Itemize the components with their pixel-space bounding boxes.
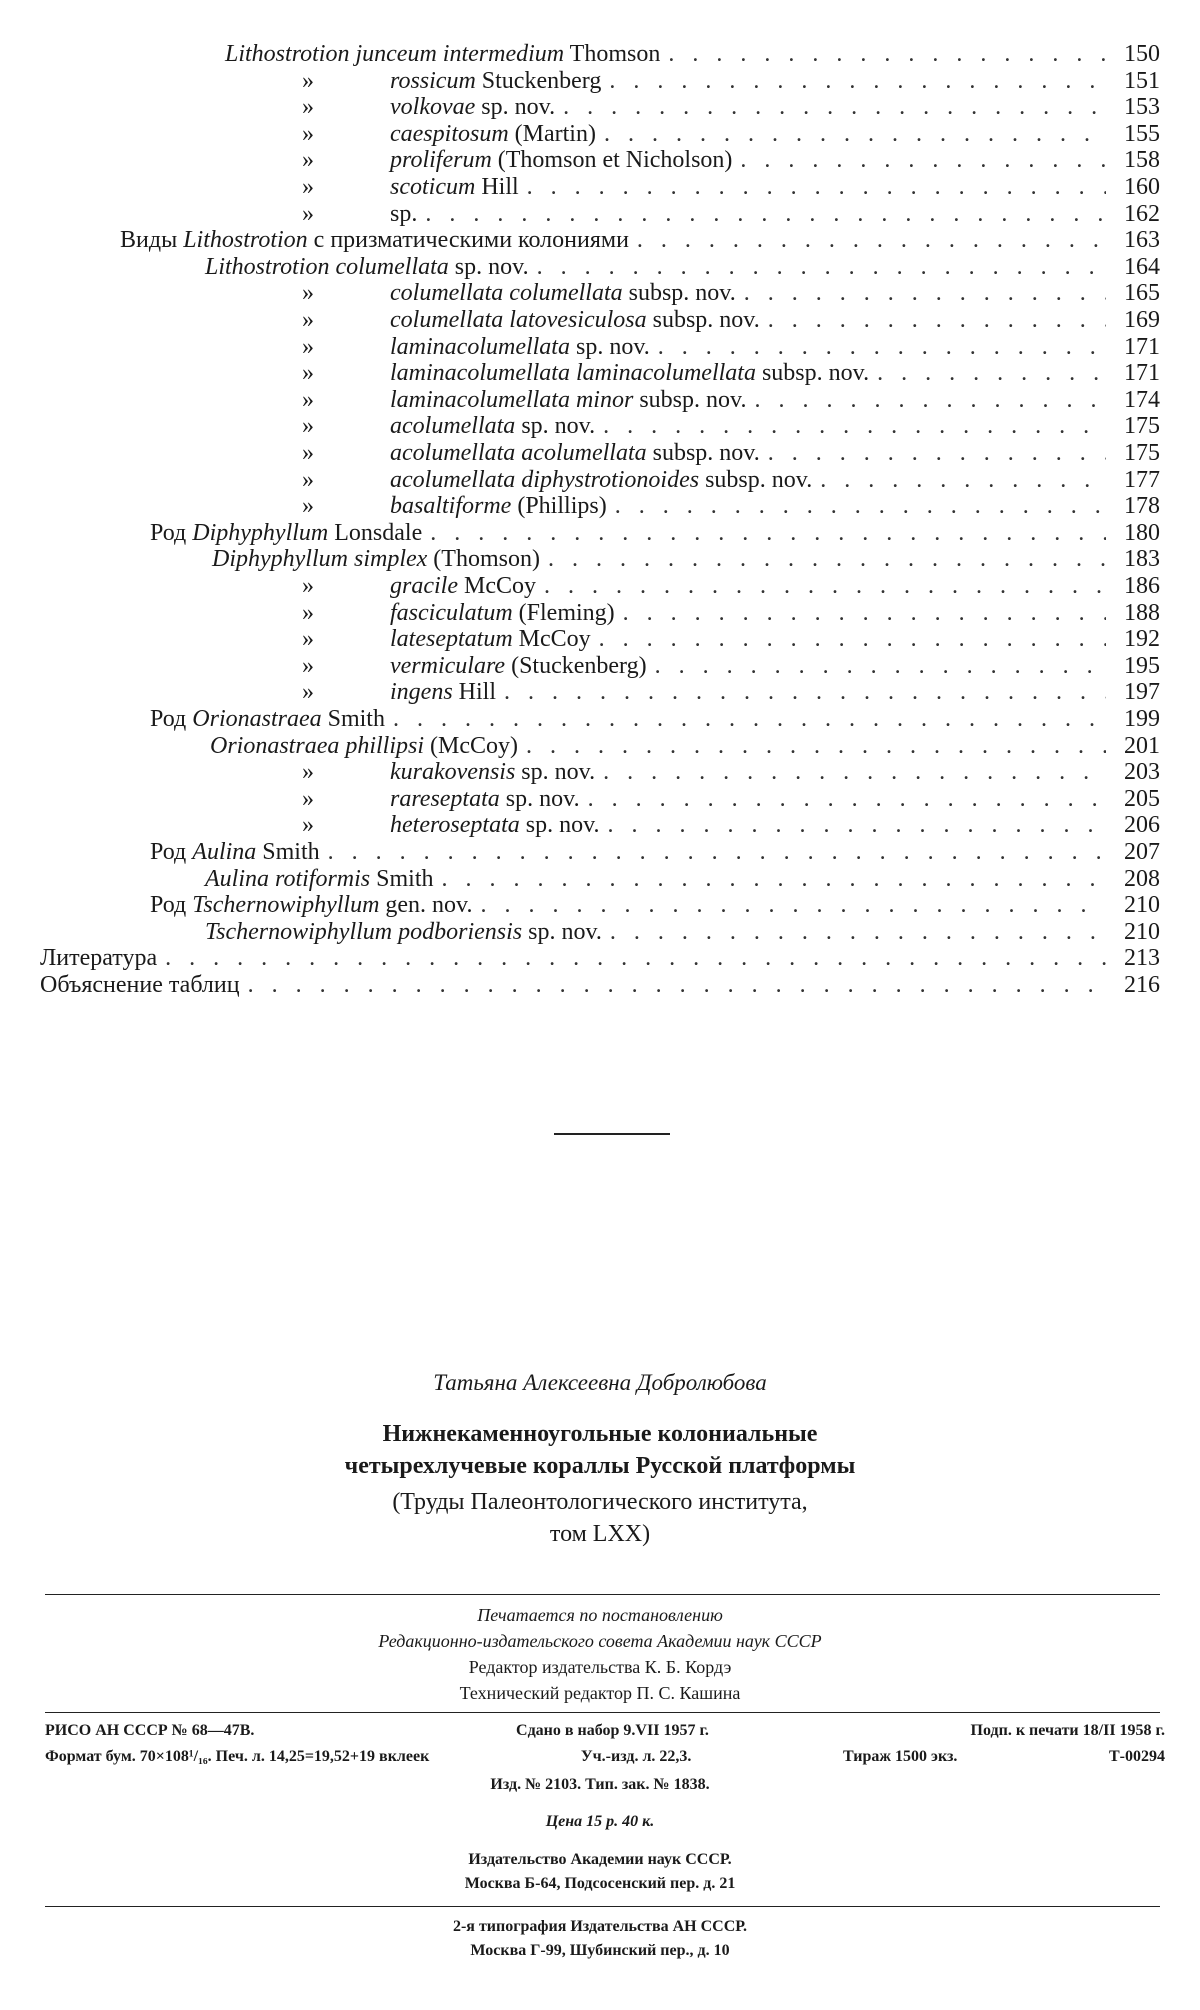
imprint-row-2 (45, 1748, 1165, 1766)
toc-entry-title (290, 412, 595, 440)
toc-entry (290, 652, 1160, 680)
toc-dot-leader (603, 412, 1106, 440)
toc-entry-title (290, 785, 580, 813)
toc-page-number: 150 (1124, 41, 1160, 67)
toc-page-number: 175 (1124, 413, 1160, 440)
toc-entry-text: (Thomson et Nicholson) (491, 147, 733, 174)
toc-page-number: 158 (1124, 147, 1160, 174)
toc-entry-taxon: gracile (390, 573, 458, 599)
toc-entry-title (290, 758, 595, 786)
riso-number: РИСО АН СССР № 68—47В. (45, 1722, 255, 1739)
ditto-mark: » (302, 785, 314, 812)
toc-entry-title (150, 519, 422, 547)
toc-page-number: 171 (1124, 360, 1160, 387)
toc-entry (150, 838, 1160, 866)
ditto-mark: » (302, 333, 314, 360)
toc-entry-taxon: lateseptatum (390, 626, 513, 653)
toc-entry-text: subsp. nov. (699, 466, 813, 493)
toc-entry-title (290, 120, 596, 148)
rule-2 (45, 1712, 1160, 1713)
toc-entry-text: subsp. nov. (622, 280, 736, 307)
toc-entry-title (290, 625, 591, 653)
toc-entry-taxon: columellata columellata (390, 280, 623, 307)
toc-dot-leader (608, 811, 1106, 839)
toc-dot-leader (820, 466, 1106, 494)
toc-entry-text: (Thomson) (427, 546, 540, 573)
toc-entry (290, 359, 1160, 387)
toc-entry-prefix: Род (150, 706, 193, 732)
toc-entry (225, 40, 1160, 68)
toc-entry (290, 120, 1160, 148)
toc-dot-leader (668, 40, 1106, 68)
print-date: Подп. к печати 18/II 1958 г. (970, 1722, 1165, 1739)
toc-entry-taxon: laminacolumellata (390, 333, 570, 360)
toc-entry-taxon: acolumellata diphystrotionoides (390, 466, 700, 493)
toc-dot-leader (481, 891, 1107, 919)
toc-entry-text: Hill (452, 679, 497, 706)
book-title (0, 1418, 1200, 1482)
book-title-line-1: Нижнекаменноугольные колониальные (382, 1421, 818, 1447)
toc-dot-leader (504, 678, 1106, 706)
toc-entry (290, 599, 1160, 627)
toc-page-number: 216 (1124, 972, 1160, 998)
toc-entry (290, 146, 1160, 174)
toc-entry-title (290, 279, 736, 307)
toc-entry (290, 466, 1160, 494)
toc-entry-taxon: heteroseptata (390, 812, 520, 839)
printer-block (0, 1915, 1200, 1963)
toc-dot-leader (537, 253, 1106, 281)
toc-entry (290, 279, 1160, 307)
toc-entry (290, 333, 1160, 361)
ditto-mark: » (302, 679, 314, 706)
ditto-mark: » (302, 120, 314, 147)
tech-editor-line: Технический редактор П. С. Кашина (459, 1683, 741, 1703)
toc-dot-leader (548, 545, 1106, 573)
toc-page-number: 195 (1124, 652, 1160, 679)
toc-entry-title (290, 652, 647, 680)
toc-entry (290, 758, 1160, 786)
ditto-mark: » (302, 652, 314, 679)
toc-entry-text: sp. nov. (499, 785, 580, 812)
toc-dot-leader (603, 758, 1106, 786)
toc-entry-text: Smith (370, 865, 434, 892)
toc-entry-taxon: acolumellata acolumellata (390, 440, 647, 466)
toc-page-number: 213 (1124, 945, 1160, 972)
toc-entry (290, 625, 1160, 653)
toc-entry-text: sp. nov. (515, 413, 596, 440)
toc-dot-leader (248, 971, 1106, 999)
toc-entry-title (290, 359, 869, 387)
toc-entry-text: (Martin) (508, 120, 596, 147)
toc-dot-leader (658, 333, 1106, 361)
toc-entry-title (290, 200, 417, 228)
toc-entry-text: Stuckenberg (475, 67, 602, 94)
toc-entry (290, 678, 1160, 706)
toc-dot-leader (877, 359, 1106, 387)
toc-entry-text: Thomson (564, 41, 661, 67)
author-name: Татьяна Алексеевна Добролюбова (433, 1370, 767, 1395)
toc-dot-leader (609, 67, 1106, 95)
toc-entry-text: gen. nov. (379, 892, 473, 919)
toc-page-number: 199 (1124, 706, 1160, 732)
toc-entry-text: sp. nov. (569, 333, 650, 360)
toc-entry-taxon: Diphyphyllum simplex (212, 546, 428, 573)
rule-3 (45, 1906, 1160, 1907)
toc-entry-text: subsp. nov. (646, 307, 760, 333)
ditto-mark: » (302, 307, 314, 333)
toc-entry (290, 572, 1160, 600)
toc-page-number: 186 (1124, 573, 1160, 599)
toc-entry (120, 226, 1160, 254)
toc-page-number: 178 (1124, 493, 1160, 520)
t-code: Т-00294 (1108, 1748, 1165, 1765)
toc-dot-leader (563, 93, 1106, 121)
toc-entry-taxon: Tschernowiphyllum podboriensis (205, 918, 523, 945)
toc-entry-text: (Stuckenberg) (505, 652, 647, 679)
toc-entry-taxon: proliferum (390, 147, 492, 174)
toc-page-number: 210 (1124, 918, 1160, 945)
toc-entry-text: (Phillips) (511, 493, 607, 520)
price: Цена 15 р. 40 к. (545, 1813, 655, 1830)
toc-page-number: 174 (1124, 386, 1160, 413)
toc-entry-taxon: rossicum (390, 67, 476, 94)
approval-line-1: Печатается по постановлению (477, 1605, 723, 1625)
toc-entry-title (290, 173, 519, 201)
circulation: Тираж 1500 экз. (843, 1748, 958, 1765)
section-divider (554, 1133, 670, 1135)
toc-entry-title (290, 492, 607, 520)
toc-entry-title (150, 891, 473, 919)
toc-entry-title (225, 40, 660, 68)
toc-entry-text: sp. nov. (515, 759, 596, 786)
toc-dot-leader (588, 785, 1106, 813)
toc-entry-title (290, 811, 600, 839)
toc-entry-prefix: Род (150, 839, 193, 865)
toc-page-number: 197 (1124, 679, 1160, 706)
toc-entry-title (205, 865, 434, 893)
ditto-mark: » (302, 94, 314, 121)
toc-entry-taxon: rareseptata (390, 785, 500, 812)
toc-page-number: 155 (1124, 120, 1160, 147)
toc-dot-leader (744, 279, 1106, 307)
ditto-mark: » (302, 386, 314, 413)
toc-entry-taxon: columellata latovesiculosa (390, 307, 647, 333)
toc-entry-title (212, 545, 540, 573)
toc-entry-text: с призматическими колониями (307, 227, 629, 254)
toc-dot-leader (430, 519, 1106, 547)
toc-entry-text: sp. nov. (475, 94, 556, 121)
toc-entry-title (150, 838, 320, 866)
toc-entry-text: Smith (256, 839, 320, 865)
toc-page-number: 180 (1124, 519, 1160, 546)
toc-entry-text: (Fleming) (512, 599, 615, 626)
toc-entry-taxon: fasciculatum (390, 599, 513, 626)
toc-entry-text: Lonsdale (328, 519, 423, 546)
ditto-mark: » (302, 147, 314, 174)
ditto-mark: » (302, 174, 314, 200)
ditto-mark: » (302, 280, 314, 307)
toc-entry-text: sp. (390, 200, 418, 227)
toc-dot-leader (637, 226, 1106, 254)
toc-page-number: 207 (1124, 839, 1160, 865)
toc-entry-taxon: Tschernowiphyllum (192, 892, 380, 919)
toc-dot-leader (393, 705, 1106, 733)
toc-entry-text: McCoy (457, 573, 536, 599)
toc-entry (205, 253, 1160, 281)
printer-address: Москва Г-99, Шубинский пер., д. 10 (470, 1942, 730, 1959)
toc-page-number: 175 (1124, 440, 1160, 466)
toc-dot-leader (768, 306, 1106, 334)
uch-izd: Уч.-изд. л. 22,3. (580, 1748, 692, 1765)
toc-dot-leader (165, 944, 1106, 972)
toc-page-number: 192 (1124, 626, 1160, 653)
toc-entry-text: McCoy (512, 626, 591, 653)
series-note (0, 1486, 1200, 1550)
toc-page-number: 162 (1124, 200, 1160, 227)
approval-line-2: Редакционно-издательского совета Академии наук СССР (378, 1631, 822, 1651)
ditto-mark: » (302, 759, 314, 786)
toc-entry (290, 785, 1160, 813)
toc-entry-prefix: Род (150, 519, 193, 546)
toc-entry-title (290, 386, 746, 414)
toc-entry (205, 865, 1160, 893)
toc-entry (205, 918, 1160, 946)
set-date: Сдано в набор 9.VII 1957 г. (516, 1722, 709, 1739)
toc-dot-leader (328, 838, 1106, 866)
toc-entry (40, 944, 1160, 972)
toc-page-number: 183 (1124, 546, 1160, 573)
series-line-1: (Труды Палеонтологического института, (392, 1489, 808, 1515)
toc-page-number: 169 (1124, 307, 1160, 333)
editor-line: Редактор издательства К. Б. Кордэ (468, 1657, 732, 1677)
toc-entry (210, 732, 1160, 760)
publisher-block (0, 1848, 1200, 1896)
toc-dot-leader (604, 120, 1106, 148)
toc-entry-taxon: Orionastraea phillipsi (210, 732, 425, 759)
toc-entry-text: Smith (321, 706, 385, 732)
toc-entry (290, 306, 1160, 334)
toc-entry-title (40, 971, 240, 999)
toc-entry-title (290, 333, 650, 361)
toc-entry (150, 705, 1160, 733)
toc-entry-title (290, 599, 615, 627)
ditto-mark: » (302, 67, 314, 94)
toc-entry (290, 811, 1160, 839)
imprint-row-1 (45, 1722, 1165, 1740)
toc-page-number: 153 (1124, 94, 1160, 121)
toc-entry-title (290, 466, 812, 494)
toc-entry (150, 519, 1160, 547)
toc-entry-taxon: acolumellata (390, 413, 516, 440)
toc-entry (290, 439, 1160, 467)
toc-dot-leader (544, 572, 1106, 600)
toc-entry-taxon: Orionastraea (192, 706, 322, 732)
ditto-mark: » (302, 626, 314, 653)
toc-dot-leader (425, 200, 1106, 228)
publisher-address: Москва Б-64, Подсосенский пер. д. 21 (464, 1875, 736, 1892)
toc-entry (290, 173, 1160, 201)
toc-entry-title (290, 67, 601, 95)
ditto-mark: » (302, 413, 314, 440)
toc-entry (150, 891, 1160, 919)
toc-entry-taxon: laminacolumellata laminacolumellata (390, 360, 756, 387)
toc-entry-text: sp. nov. (519, 812, 600, 839)
toc-entry-text: Объяснение таблиц (40, 972, 240, 998)
toc-dot-leader (442, 865, 1107, 893)
toc-entry-text: subsp. nov. (755, 360, 870, 387)
ditto-mark: » (302, 466, 314, 493)
toc-entry (40, 971, 1160, 999)
toc-entry-prefix: Род (150, 892, 193, 919)
toc-dot-leader (623, 599, 1106, 627)
toc-entry-taxon: Lithostrotion columellata (205, 253, 449, 280)
toc-page-number: 205 (1124, 785, 1160, 812)
toc-entry (290, 412, 1160, 440)
paper-format: Формат бум. 70×108¹/₁₆. Печ. л. 14,25=19,52+19 вклеек (45, 1748, 430, 1765)
toc-entry (290, 67, 1160, 95)
toc-page-number: 201 (1124, 732, 1160, 759)
book-title-line-2: четырехлучевые кораллы Русской платформы (344, 1453, 856, 1479)
toc-entry-taxon: ingens (390, 679, 453, 706)
toc-entry-taxon: Diphyphyllum (192, 519, 329, 546)
toc-dot-leader (599, 625, 1106, 653)
toc-entry-title (120, 226, 629, 254)
toc-page-number: 210 (1124, 892, 1160, 919)
toc-page-number: 160 (1124, 174, 1160, 200)
toc-page-number: 208 (1124, 865, 1160, 892)
toc-entry-taxon: Aulina (192, 839, 257, 865)
toc-page-number: 206 (1124, 812, 1160, 839)
toc-entry-title (290, 572, 536, 600)
toc-entry-title (290, 306, 760, 334)
order-numbers: Изд. № 2103. Тип. зак. № 1838. (490, 1776, 710, 1793)
ditto-mark: » (302, 599, 314, 626)
toc-entry-title (205, 253, 529, 281)
toc-entry-title (290, 146, 732, 174)
toc-dot-leader (740, 146, 1106, 174)
toc-dot-leader (615, 492, 1106, 520)
toc-entry-taxon: kurakovensis (390, 759, 516, 786)
toc-entry (290, 492, 1160, 520)
toc-page-number: 151 (1124, 67, 1160, 94)
toc-entry-taxon: laminacolumellata minor (390, 386, 634, 413)
toc-dot-leader (610, 918, 1106, 946)
printer-name: 2-я типография Издательства АН СССР. (452, 1918, 748, 1935)
toc-entry-prefix: Виды (120, 227, 184, 254)
ditto-mark: » (302, 812, 314, 839)
toc-entry-title (290, 93, 555, 121)
toc-entry-title (210, 732, 518, 760)
toc-entry-title (150, 705, 385, 733)
toc-entry (212, 545, 1160, 573)
publisher-name: Издательство Академии наук СССР. (468, 1851, 732, 1868)
toc-entry-taxon: Lithostrotion (183, 227, 308, 254)
toc-entry-text: Литература (40, 945, 158, 972)
approval-block (0, 1602, 1200, 1706)
toc-entry-text: (McCoy) (424, 732, 519, 759)
toc-entry (290, 93, 1160, 121)
toc-entry (290, 386, 1160, 414)
toc-entry-taxon: basaltiforme (390, 493, 512, 520)
toc-page-number: 163 (1124, 227, 1160, 254)
toc-entry-text: Hill (475, 174, 519, 200)
toc-entry-taxon: vermiculare (390, 652, 506, 679)
toc-entry-taxon: scoticum (390, 174, 476, 200)
ditto-mark: » (302, 440, 314, 466)
rule-1 (45, 1594, 1160, 1595)
ditto-mark: » (302, 573, 314, 599)
toc-page-number: 188 (1124, 599, 1160, 626)
toc-dot-leader (768, 439, 1106, 467)
toc-entry-text: sp. nov. (522, 918, 602, 945)
toc-entry (290, 200, 1160, 228)
toc-entry-title (205, 918, 602, 946)
toc-entry-taxon: Lithostrotion junceum intermedium (225, 41, 565, 67)
series-line-2: том LXX) (549, 1521, 651, 1547)
ditto-mark: » (302, 360, 314, 387)
toc-entry-taxon: volkovae (390, 94, 476, 121)
toc-entry-taxon: caespitosum (390, 120, 509, 147)
toc-entry-title (290, 678, 496, 706)
toc-dot-leader (754, 386, 1106, 414)
toc-page-number: 177 (1124, 466, 1160, 493)
toc-entry-title (290, 439, 760, 467)
toc-page-number: 171 (1124, 333, 1160, 360)
toc-page-number: 164 (1124, 253, 1160, 280)
toc-page-number: 203 (1124, 759, 1160, 786)
toc-dot-leader (655, 652, 1106, 680)
toc-entry-taxon: Aulina rotiformis (205, 865, 371, 892)
ditto-mark: » (302, 493, 314, 520)
toc-page-number: 165 (1124, 280, 1160, 307)
toc-entry-text: sp. nov. (448, 253, 529, 280)
toc-entry-text: subsp. nov. (646, 440, 760, 466)
toc-dot-leader (526, 732, 1106, 760)
toc-dot-leader (527, 173, 1106, 201)
ditto-mark: » (302, 200, 314, 227)
toc-entry-title (40, 944, 157, 972)
toc-entry-text: subsp. nov. (633, 386, 747, 413)
